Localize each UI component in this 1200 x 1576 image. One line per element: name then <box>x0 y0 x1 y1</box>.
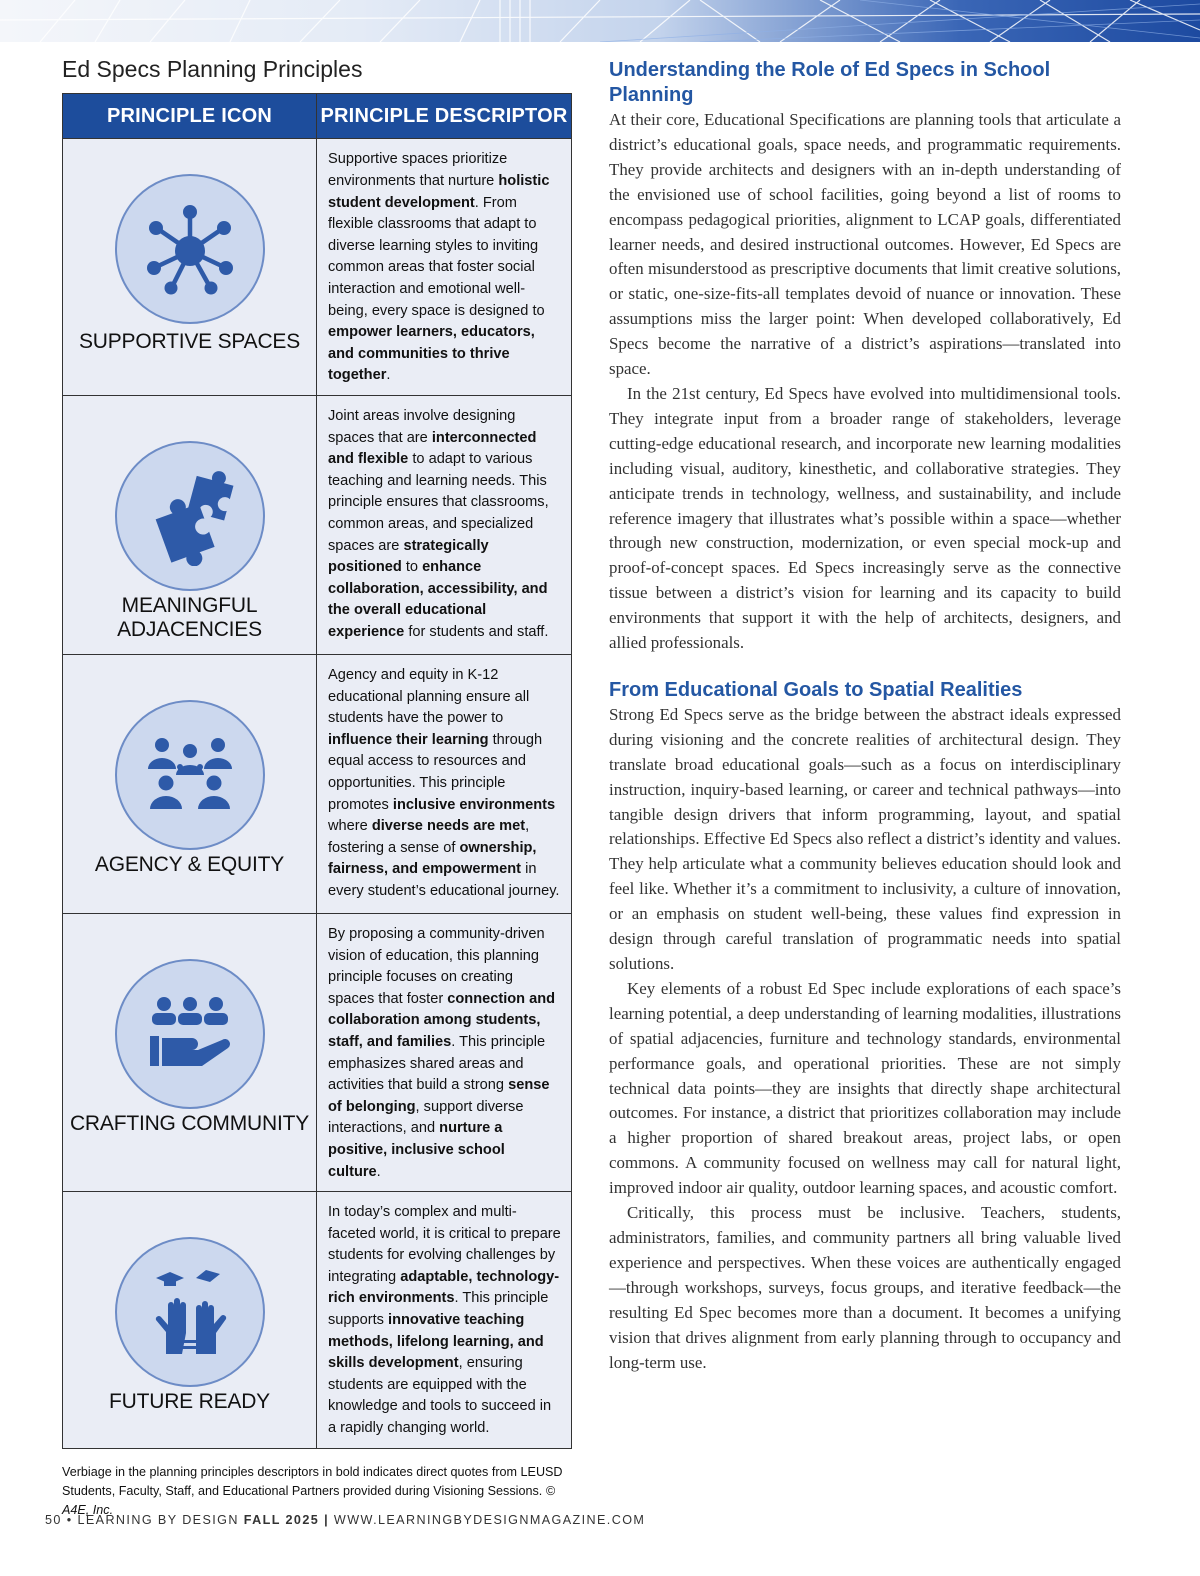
principle-description <box>317 654 572 913</box>
principles-table <box>62 93 572 1448</box>
quoted-bold-text: sense of belonging <box>328 1077 550 1115</box>
icon-cell <box>63 139 317 396</box>
principle-label: CRAFTING COMMUNITY <box>69 1111 310 1135</box>
people-group-icon <box>115 700 265 850</box>
magazine-name: LEARNING BY DESIGN <box>77 1513 239 1527</box>
section-heading: From Educational Goals to Spatial Realities <box>609 678 1023 701</box>
website-url: WWW.LEARNINGBYDESIGNMAGAZINE.COM <box>333 1513 646 1527</box>
table-header-row <box>63 94 572 139</box>
principle-label: SUPPORTIVE SPACES <box>78 330 301 354</box>
descriptor-text: to adapt to various teaching and learning needs. This principle ensures that classrooms, common areas, and specialized spaces are <box>328 451 549 554</box>
table-row <box>63 139 572 396</box>
page-footer <box>45 1513 645 1527</box>
article-paragraph: Key elements of a robust Ed Spec include explorations of each space’s learning potential, a deep understanding of learning modalities, illustrations of spatial adjacencies, furniture and technology standards, environmental performance goals, and operational priorities. These are not simply technical data points—they are insights that directly shape architectural outcomes. For instance, a district that prioritizes collaboration may include a higher proportion of shared breakout areas, project labs, or open commons. A community focused on wellness may call for natural light, improved indoor air quality, outdoor learning spaces, and acoustic comfort. <box>609 978 1121 1198</box>
descriptor-text: , fostering a sense of <box>328 818 530 856</box>
raised-hands-graduation-icon <box>115 1237 265 1387</box>
quoted-bold-text: enhance collaboration, accessibility, and the overall educational experience <box>328 559 548 640</box>
descriptor-text: to <box>401 559 423 576</box>
descriptor-text: In today’s complex and multi-faceted world, it is critical to prepare students for evolving challenges by integrating <box>328 1204 561 1285</box>
article-column <box>609 58 1121 1375</box>
caption-text: Verbiage in the planning principles descriptors in bold indicates direct quotes from LEUSD Students, Faculty, Staff, and Educational Partners provided during Visioning Sessions. <box>62 1464 563 1498</box>
principle-description <box>317 139 572 396</box>
footer-divider: | <box>324 1513 329 1527</box>
icon-cell <box>63 395 317 654</box>
table-row <box>63 395 572 654</box>
quoted-bold-text: connection and collaboration among students, staff, and families <box>328 990 556 1050</box>
network-hub-icon <box>115 174 265 324</box>
descriptor-text: through equal access to resources and opportunities. This principle promotes <box>328 731 543 813</box>
section-heading: Understanding the Role of Ed Specs in School Planning <box>609 59 1051 106</box>
article-paragraph: Strong Ed Specs serve as the bridge between the abstract ideals expressed during visioning and the concrete realities of architectural design. They translate broad educational goals—such as a focus on interdisciplinary instruction, inquiry-based learning, or career and technical pathways—into tangible design drivers that inform programming, layout, and spatial relationships. Effective Ed Specs also reflect a district’s identity and values. They help articulate what a community believes education should look and feel like. Whether it’s a commitment to inclusivity, a culture of innovation, or an emphasis on student well-being, these values find expression in design through careful translation of programmatic needs into spatial solutions. <box>609 704 1121 973</box>
quoted-bold-text: ownership, fairness, and empowerment <box>328 839 537 878</box>
footer-bullet: • <box>66 1513 73 1527</box>
descriptor-text: . This principle emphasizes shared areas and activities that build a strong <box>328 1033 546 1094</box>
quoted-bold-text: inclusive environments <box>392 796 556 813</box>
descriptor-text: . This principle supports <box>328 1290 549 1329</box>
article-paragraph: At their core, Educational Specifications are planning tools that articulate a district’s educational goals, space needs, and programmatic requirements. They provide architects and designers with an in-depth understanding of the envisioned use of school facilities, going beyond a list of rooms to encompass pedagogical priorities, alignment to LCAP goals, differentiated learner needs, and desired instructional outcomes. However, Ed Specs are often misunderstood as prescriptive documents that limit creative solutions, or static, one-size-fits-all templates devoid of nuance or innovation. These assumptions miss the larger point: When developed collaboratively, Ed Specs become the narrative of a district’s aspirations—translated into space. <box>609 110 1121 379</box>
principle-label: AGENCY & EQUITY <box>94 852 285 876</box>
header-principle-icon: PRINCIPLE ICON <box>63 94 317 139</box>
icon-cell <box>63 654 317 913</box>
hand-holding-people-icon <box>115 959 265 1109</box>
header-principle-descriptor: PRINCIPLE DESCRIPTOR <box>317 94 572 139</box>
quoted-bold-text: influence their learning <box>328 731 489 748</box>
principle-description <box>317 1192 572 1449</box>
descriptor-text: . <box>386 367 391 384</box>
quoted-bold-text: interconnected and flexible <box>328 429 537 468</box>
principle-label: FUTURE READY <box>109 1390 270 1414</box>
table-caption <box>62 1463 567 1520</box>
principles-panel <box>62 56 572 1520</box>
icon-cell <box>63 913 317 1191</box>
table-row <box>63 913 572 1191</box>
article-paragraph: Critically, this process must be inclusive. Teachers, students, administrators, families, and community partners all bring valuable lived experience and perspectives. When these voices are authentically engaged—through workshops, surveys, focus groups, and iterative feedback—the resulting Ed Spec becomes more than a document. It becomes a unifying vision that drives alignment from early planning through to occupancy and long-term use. <box>609 1203 1121 1372</box>
quoted-bold-text: holistic student development <box>328 173 550 211</box>
article-paragraph: In the 21st century, Ed Specs have evolved into multidimensional tools. They integrate input from a broader range of stakeholders, leverage cutting-edge educational research, and incorporate new learning modalities including visual, auditory, kinesthetic, and collaborative strategies. They anticipate trends in technology, wellness, and sustainability, and include reference imagery that illustrates what’s possible within a space—whether through new construction, modernization, or even special mock-up and proof-of-concept spaces. Ed Specs increasingly serve as the connective tissue between a district’s vision for learning and its capacity to build environments that support it with the help of architects, designers, and allied professionals. <box>609 383 1121 653</box>
caption-credit: © A4E, Inc. <box>62 1483 556 1517</box>
quoted-bold-text: diverse needs are met <box>371 818 526 835</box>
table-row <box>63 1192 572 1449</box>
descriptor-text: where <box>328 818 372 835</box>
descriptor-text: By proposing a community-driven vision of education, this planning principle focuses on creating spaces that foster <box>328 925 545 1007</box>
descriptor-text: . From flexible classrooms that adapt to diverse learning styles to inviting common areas that foster social interaction and emotional well-being, every space is designed to <box>328 194 545 319</box>
issue-label: FALL 2025 <box>243 1513 320 1527</box>
puzzle-pieces-icon <box>115 441 265 591</box>
blueprint-lines-graphic <box>0 0 1200 42</box>
quoted-bold-text: innovative teaching methods, lifelong learning, and skills development <box>328 1312 544 1372</box>
quoted-bold-text: nurture a positive, inclusive school culture <box>328 1120 505 1180</box>
principle-description <box>317 913 572 1191</box>
descriptor-text: . <box>376 1163 381 1180</box>
descriptor-text: Joint areas involve designing spaces that are <box>328 407 516 446</box>
table-row <box>63 654 572 913</box>
page-number: 50 <box>45 1513 62 1527</box>
table-title: Ed Specs Planning Principles <box>62 56 363 82</box>
descriptor-text: Supportive spaces prioritize environments that nurture <box>328 151 508 190</box>
descriptor-text: , support diverse interactions, and <box>328 1098 524 1137</box>
descriptor-text: , ensuring students are equipped with the knowledge and tools to succeed in a rapidly changing world. <box>328 1355 552 1437</box>
descriptor-text: in every student’s educational journey. <box>328 861 560 899</box>
icon-cell <box>63 1192 317 1449</box>
descriptor-text: Agency and equity in K-12 educational planning ensure all students have the power to <box>328 666 530 727</box>
quoted-bold-text: empower learners, educators, and communities to thrive together <box>328 324 535 384</box>
principle-description <box>317 395 572 654</box>
principle-label: MEANINGFUL ADJACENCIES <box>117 593 262 641</box>
quoted-bold-text: adaptable, technology-rich environments <box>328 1268 560 1307</box>
descriptor-text: for students and staff. <box>404 623 549 640</box>
quoted-bold-text: strategically positioned <box>328 537 489 576</box>
top-banner <box>0 0 1200 42</box>
